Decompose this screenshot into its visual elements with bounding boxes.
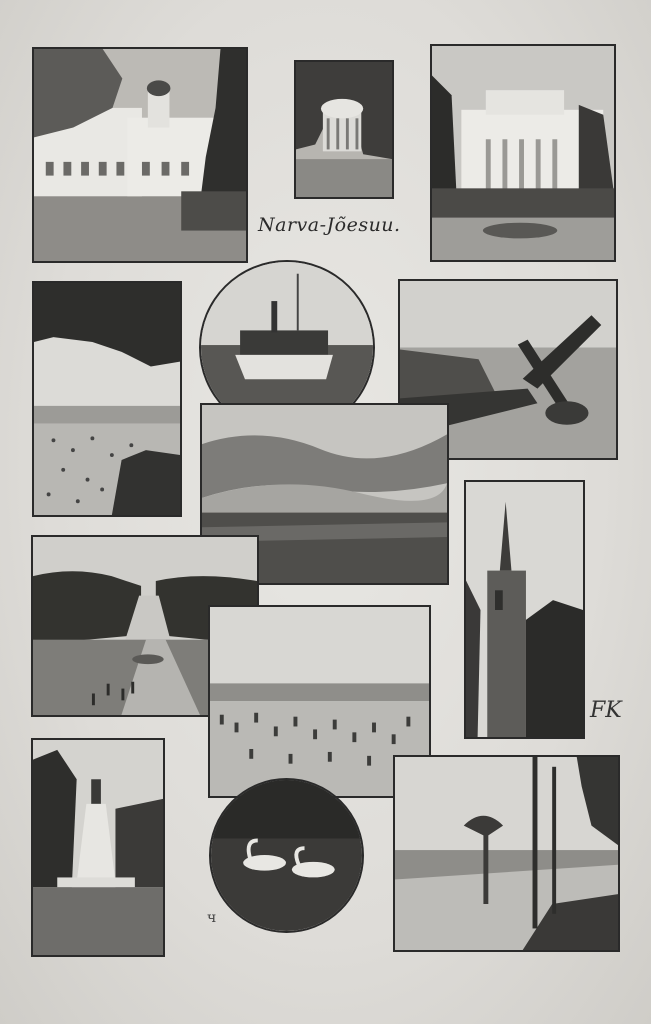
photo-hotel-building — [32, 47, 248, 263]
photo-coast-pines — [393, 755, 620, 952]
postcard-caption: Narva-Jõesuu. — [258, 214, 401, 236]
photo-beach-under-pine — [32, 281, 182, 517]
photo-rotunda-pavilion — [294, 60, 394, 199]
handwritten-mark: ч — [207, 910, 217, 926]
artist-monogram: FK — [590, 698, 622, 723]
photo-swans — [209, 778, 364, 933]
photo-columned-villa — [430, 44, 616, 262]
photo-monument — [31, 738, 165, 957]
photo-church-spire — [464, 480, 585, 739]
